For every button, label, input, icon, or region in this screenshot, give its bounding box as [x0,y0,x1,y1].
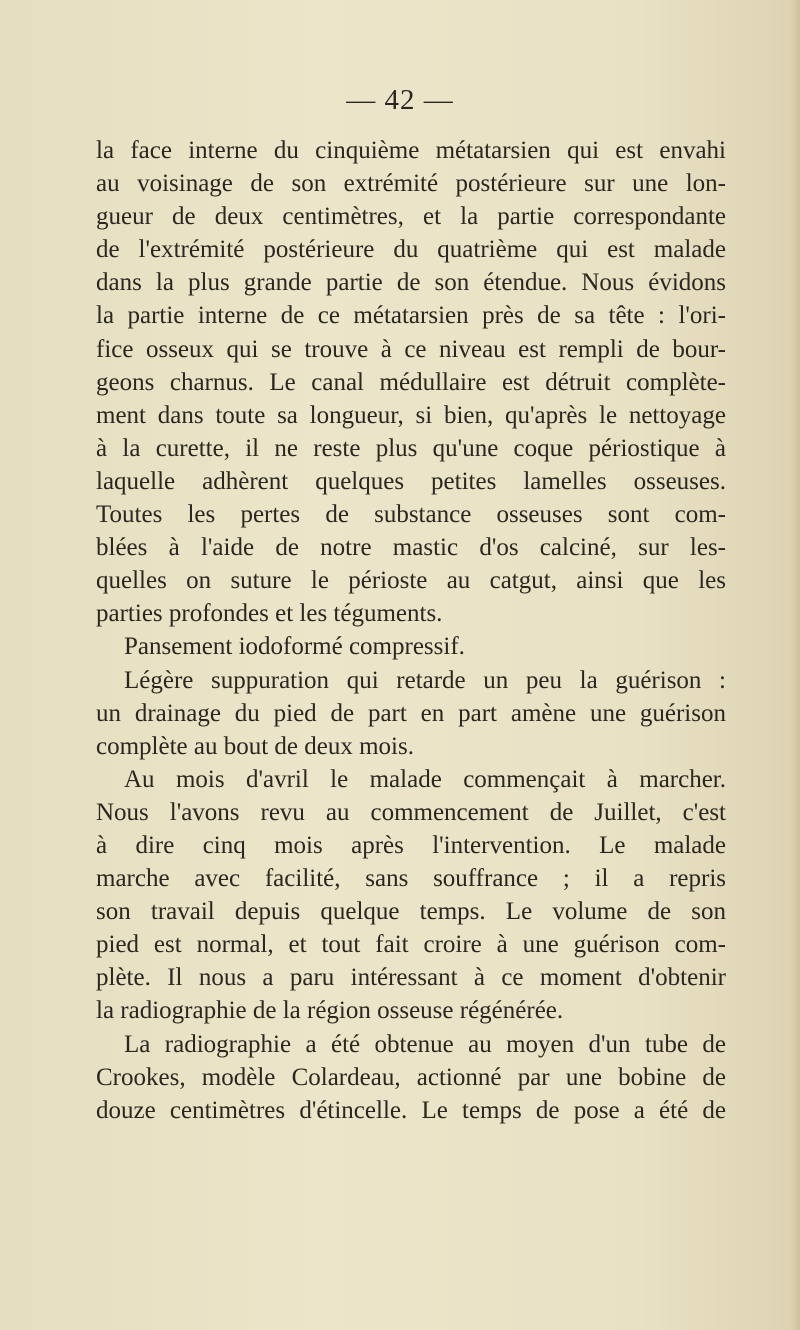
text-line: geons charnus. Le canal médullaire est détruit complète- [96,368,726,396]
text-line: plète. Il nous a paru intéressant à ce moment d'obtenir [96,964,726,992]
text-line: laquelle adhèrent quelques petites lamelles osseuses. [96,467,726,495]
text-line: gueur de deux centimètres, et la partie correspondante [96,203,726,231]
text-line: dans la plus grande partie de son étendue. Nous évidons [96,269,726,297]
text-line: blées à l'aide de notre mastic d'os calciné, sur les- [96,534,726,562]
text-line: Pansement iodoformé compressif. [124,633,465,661]
text-line: parties profondes et les téguments. [96,600,443,628]
text-line: La radiographie a été obtenue au moyen d'un tube de [124,1030,726,1058]
text-line: pied est normal, et tout fait croire à une guérison com- [96,931,726,959]
text-line: Nous l'avons revu au commencement de Juillet, c'est [96,798,726,826]
text-line: à dire cinq mois après l'intervention. Le malade [96,831,726,859]
text-line: la partie interne de ce métatarsien près de sa tête : l'ori- [96,302,726,330]
text-line: marche avec facilité, sans souffrance ; il a repris [96,865,726,893]
text-line: fice osseux qui se trouve à ce niveau est rempli de bour- [96,335,726,363]
text-line: douze centimètres d'étincelle. Le temps de pose a été de [96,1096,726,1124]
text-line: Légère suppuration qui retarde un peu la guérison : [124,666,726,694]
text-line: la radiographie de la région osseuse régénérée. [96,997,564,1025]
text-line: Crookes, modèle Colardeau, actionné par une bobine de [96,1063,726,1091]
text-line: Toutes les pertes de substance osseuses sont com- [96,501,726,529]
text-line: ment dans toute sa longueur, si bien, qu'après le nettoyage [96,401,726,429]
page-edge-shadow [790,0,800,1330]
text-line: au voisinage de son extrémité postérieure sur une lon- [96,170,726,198]
text-line: complète au bout de deux mois. [96,732,414,760]
text-line: Au mois d'avril le malade commençait à marcher. [124,765,726,793]
text-line: de l'extrémité postérieure du quatrième qui est malade [96,236,726,264]
text-line: quelles on suture le périoste au catgut, ainsi que les [96,567,726,595]
text-line: à la curette, il ne reste plus qu'une coque périostique à [96,434,726,462]
body-text [96,134,726,1127]
text-line: un drainage du pied de part en part amène une guérison [96,699,726,727]
text-line: la face interne du cinquième métatarsien qui est envahi [96,137,726,164]
page-number: — 42 — [346,84,454,116]
text-line: son travail depuis quelque temps. Le volume de son [96,898,726,926]
